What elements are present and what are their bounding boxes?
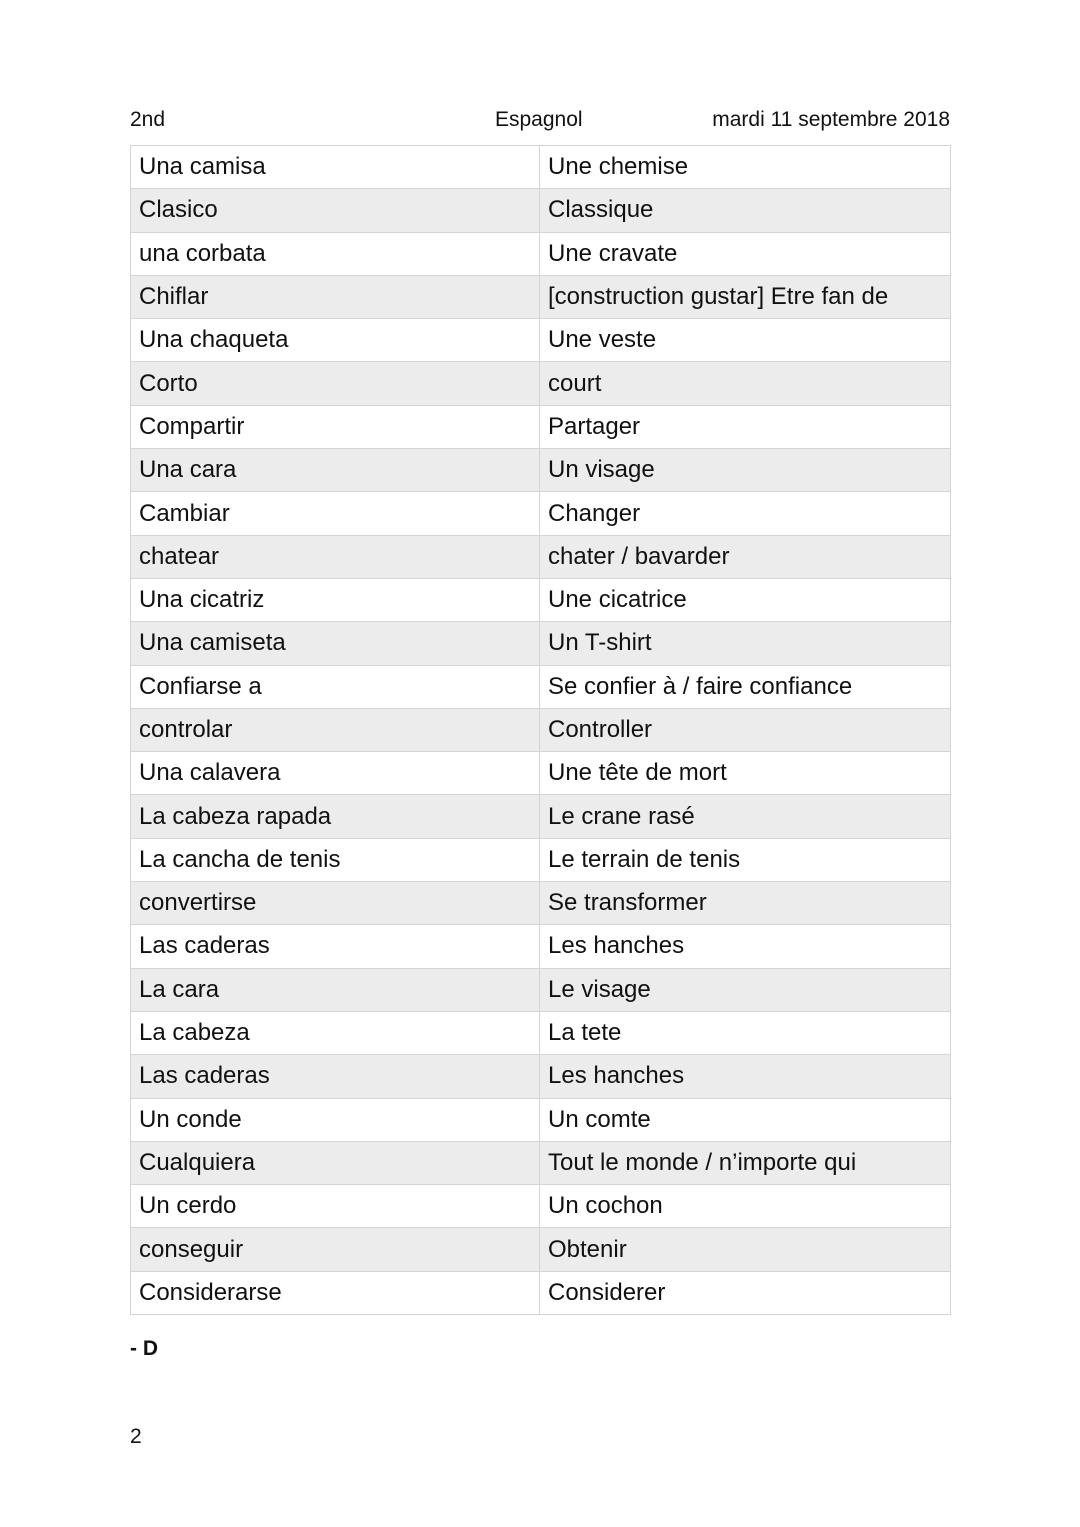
- table-row: [131, 275, 951, 318]
- page-header: [130, 104, 950, 140]
- spanish-term: Las caderas: [131, 1055, 540, 1098]
- french-translation: Se confier à / faire confiance: [540, 665, 951, 708]
- french-translation: Controller: [540, 708, 951, 751]
- table-row: [131, 1055, 951, 1098]
- table-row: [131, 882, 951, 925]
- spanish-term: Un conde: [131, 1098, 540, 1141]
- spanish-term: Clasico: [131, 189, 540, 232]
- spanish-term: La cabeza: [131, 1011, 540, 1054]
- table-row: [131, 535, 951, 578]
- vocabulary-table: [130, 145, 951, 1315]
- french-translation: Un cochon: [540, 1185, 951, 1228]
- french-translation: Une veste: [540, 319, 951, 362]
- section-mark: - D: [130, 1337, 158, 1360]
- spanish-term: una corbata: [131, 232, 540, 275]
- spanish-term: Las caderas: [131, 925, 540, 968]
- spanish-term: La cabeza rapada: [131, 795, 540, 838]
- table-row: [131, 492, 951, 535]
- french-translation: Les hanches: [540, 1055, 951, 1098]
- french-translation: Une tête de mort: [540, 752, 951, 795]
- spanish-term: chatear: [131, 535, 540, 578]
- table-row: [131, 1185, 951, 1228]
- table-row: [131, 838, 951, 881]
- french-translation: Le visage: [540, 968, 951, 1011]
- spanish-term: Una chaqueta: [131, 319, 540, 362]
- table-row: [131, 665, 951, 708]
- table-row: [131, 752, 951, 795]
- table-row: [131, 622, 951, 665]
- spanish-term: Corto: [131, 362, 540, 405]
- french-translation: Une chemise: [540, 146, 951, 189]
- french-translation: Le crane rasé: [540, 795, 951, 838]
- spanish-term: Una camiseta: [131, 622, 540, 665]
- table-row: [131, 449, 951, 492]
- french-translation: Les hanches: [540, 925, 951, 968]
- french-translation: Le terrain de tenis: [540, 838, 951, 881]
- spanish-term: Una cicatriz: [131, 578, 540, 621]
- table-row: [131, 146, 951, 189]
- french-translation: Une cravate: [540, 232, 951, 275]
- page-number: 2: [130, 1425, 142, 1448]
- vocabulary-table-body: [131, 146, 951, 1315]
- french-translation: Classique: [540, 189, 951, 232]
- table-row: [131, 708, 951, 751]
- table-row: [131, 968, 951, 1011]
- table-row: [131, 795, 951, 838]
- french-translation: chater / bavarder: [540, 535, 951, 578]
- table-row: [131, 1098, 951, 1141]
- french-translation: Considerer: [540, 1271, 951, 1314]
- french-translation: Une cicatrice: [540, 578, 951, 621]
- french-translation: La tete: [540, 1011, 951, 1054]
- spanish-term: Chiflar: [131, 275, 540, 318]
- table-row: [131, 925, 951, 968]
- table-row: [131, 1228, 951, 1271]
- table-row: [131, 189, 951, 232]
- french-translation: Changer: [540, 492, 951, 535]
- spanish-term: Una camisa: [131, 146, 540, 189]
- french-translation: Un T-shirt: [540, 622, 951, 665]
- spanish-term: La cancha de tenis: [131, 838, 540, 881]
- spanish-term: controlar: [131, 708, 540, 751]
- subject-title: Espagnol: [495, 108, 583, 131]
- spanish-term: Confiarse a: [131, 665, 540, 708]
- table-row: [131, 232, 951, 275]
- spanish-term: convertirse: [131, 882, 540, 925]
- spanish-term: Compartir: [131, 405, 540, 448]
- spanish-term: Cambiar: [131, 492, 540, 535]
- spanish-term: conseguir: [131, 1228, 540, 1271]
- spanish-term: Considerarse: [131, 1271, 540, 1314]
- table-row: [131, 578, 951, 621]
- french-translation: [construction gustar] Etre fan de: [540, 275, 951, 318]
- french-translation: Tout le monde / n’importe qui: [540, 1141, 951, 1184]
- french-translation: Se transformer: [540, 882, 951, 925]
- spanish-term: Una cara: [131, 449, 540, 492]
- table-row: [131, 1011, 951, 1054]
- class-level: 2nd: [130, 108, 166, 131]
- french-translation: Un comte: [540, 1098, 951, 1141]
- spanish-term: La cara: [131, 968, 540, 1011]
- table-row: [131, 405, 951, 448]
- table-row: [131, 1141, 951, 1184]
- spanish-term: Una calavera: [131, 752, 540, 795]
- french-translation: Obtenir: [540, 1228, 951, 1271]
- table-row: [131, 362, 951, 405]
- french-translation: Partager: [540, 405, 951, 448]
- spanish-term: Cualquiera: [131, 1141, 540, 1184]
- french-translation: Un visage: [540, 449, 951, 492]
- spanish-term: Un cerdo: [131, 1185, 540, 1228]
- table-row: [131, 319, 951, 362]
- date-label: mardi 11 septembre 2018: [712, 108, 950, 131]
- table-row: [131, 1271, 951, 1314]
- french-translation: court: [540, 362, 951, 405]
